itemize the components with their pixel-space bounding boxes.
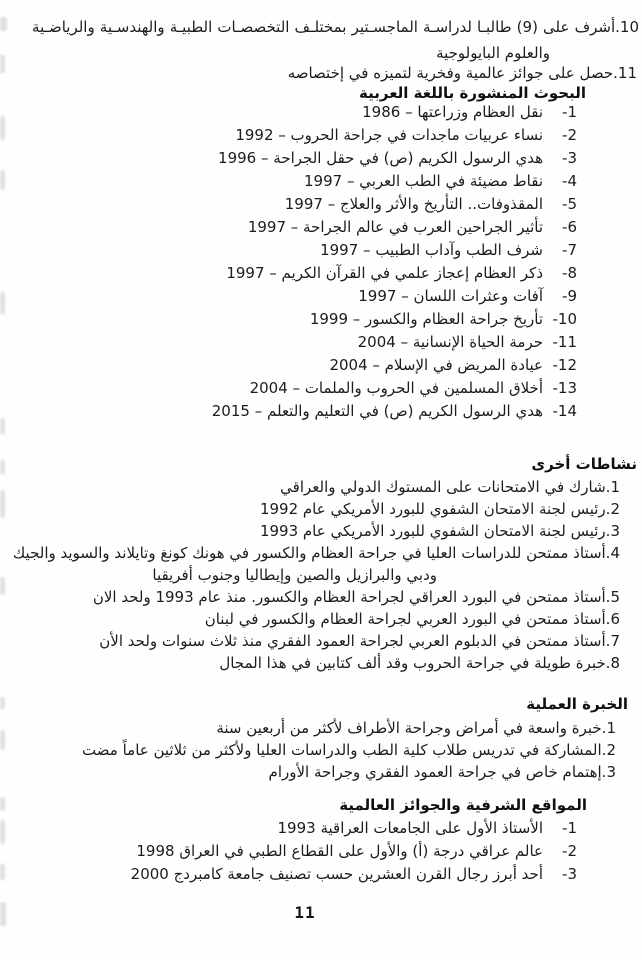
- scan-artifact: [0, 902, 6, 926]
- scan-artifact: [0, 170, 5, 190]
- activity-item: 2.رئيس لجنة الامتحان الشفوي للبورد الأمريكي عام 1992: [259, 500, 620, 518]
- item-text: هدي الرسول الكريم (ص) في التعليم والتعلم – 2015: [211, 402, 543, 420]
- publication-item: [310, 309, 577, 329]
- activity-item: 3.رئيس لجنة الامتحان الشفوي للبورد الأمريكي عام 1993: [259, 522, 620, 540]
- scan-artifact: [0, 797, 5, 811]
- item-number: 11-: [552, 333, 577, 351]
- activity-item: 7.أستاذ ممتحن في الدبلوم العربي لجراحة العمود الفقري منذ ثلاث سنوات ولحد الأن: [99, 632, 620, 650]
- item-number: 9-: [562, 287, 577, 305]
- scan-artifact: [0, 292, 5, 314]
- honor-item: [278, 818, 578, 838]
- item-text: عيادة المريض في الإسلام – 2004: [329, 356, 543, 374]
- publication-item: [329, 355, 577, 375]
- scan-artifact: [0, 577, 5, 595]
- item-number: 10-: [552, 310, 577, 328]
- publication-item: [285, 194, 577, 214]
- activity-item: 4.أستاذ ممتحن للدراسات العليا في جراحة العظام والكسور في هونك كونغ وتايلاند والسويد والجيك: [12, 544, 620, 562]
- item-text: الأستاذ الأول على الجامعات العراقية 1993: [277, 819, 543, 837]
- publication-item: [235, 125, 577, 145]
- item-number: 8-: [562, 264, 577, 282]
- item-text: شرف الطب وآداب الطبيب – 1997: [320, 241, 543, 259]
- activity-item: 6.أستاذ ممتحن في البورد العربي لجراحة العظام والكسور في لبنان: [204, 610, 620, 628]
- item-number: 12-: [552, 356, 577, 374]
- item-number: 6-: [562, 218, 577, 236]
- item-number: 5-: [562, 195, 577, 213]
- scan-artifact: [0, 730, 5, 750]
- publication-item: [358, 286, 577, 306]
- section-heading-activities: نشاطات أخرى: [531, 455, 637, 473]
- scan-artifact: [0, 116, 5, 140]
- publication-item: [248, 217, 577, 237]
- activity-item: 5.أستاذ ممتحن في البورد العراقي لجراحة العظام والكسور. منذ عام 1993 ولحد الان: [92, 588, 620, 606]
- paragraph-10-continuation: والعلوم البايولوجية: [436, 44, 550, 62]
- item-number: 2-: [562, 126, 577, 144]
- item-text: عالم عراقي درجة (أ) والأول على القطاع الطبي في العراق 1998: [136, 842, 543, 860]
- item-number: 2-: [562, 842, 577, 860]
- publication-item: [358, 332, 577, 352]
- item-number: 1-: [562, 103, 577, 121]
- scan-artifact: [0, 418, 5, 434]
- publication-item: [250, 378, 577, 398]
- item-number: 13-: [552, 379, 577, 397]
- publication-item: [362, 102, 577, 122]
- item-number: 1-: [562, 819, 577, 837]
- item-number: 14-: [552, 402, 577, 420]
- item-text: أخلاق المسلمين في الحروب والملمات – 2004: [249, 379, 543, 397]
- numbered-paragraph-10: 10.أشرف على (9) طالبـا لدراسـة الماجسـتير بمختلـف التخصصـات الطبيـة والهندسـية والرياضـية: [32, 18, 639, 36]
- experience-item: 1.خبرة واسعة في أمراض وجراحة الأطراف لأكثر من أربعين سنة: [216, 719, 616, 737]
- section-heading-honors: المواقع الشرفية والجوائز العالمية: [339, 796, 587, 814]
- item-number: 7-: [562, 241, 577, 259]
- publication-item: [226, 263, 577, 283]
- scan-artifact: [0, 697, 5, 709]
- publication-item: [304, 171, 577, 191]
- scan-artifact: [0, 17, 7, 31]
- item-text: هدي الرسول الكريم (ص) في حقل الجراحة – 1996: [218, 149, 543, 167]
- publication-item: [212, 401, 577, 421]
- item-text: أحد أبرز رجال القرن العشرين حسب تصنيف جامعة كامبردج 2000: [130, 865, 543, 883]
- item-text: نقل العظام وزراعتها – 1986: [362, 103, 543, 121]
- activity-item-continuation: ودبي والبرازيل والصين وإيطاليا وجنوب أفريقيا: [152, 566, 437, 584]
- item-text: المقذوفات.. التأريخ والأثر والعلاج – 1997: [284, 195, 543, 213]
- publication-item: [320, 240, 577, 260]
- numbered-paragraph-11: 11.حصل على جوائز عالمية وفخرية لتميزه في إختصاصه: [287, 64, 637, 82]
- item-text: تأريخ جراحة العظام والكسور – 1999: [309, 310, 543, 328]
- item-text: ذكر العظام إعجاز علمي في القرآن الكريم – 1997: [226, 264, 543, 282]
- scan-artifact: [0, 490, 5, 518]
- item-text: حرمة الحياة الإنسانية – 2004: [357, 333, 543, 351]
- activity-item: 1.شارك في الامتحانات على المستوك الدولي والعراقي: [280, 478, 620, 496]
- item-text: نساء عربيات ماجدات في جراحة الحروب – 1992: [235, 126, 543, 144]
- honor-item: [136, 841, 577, 861]
- section-heading-experience: الخبرة العملية: [526, 695, 628, 713]
- experience-item: 3.إهتمام خاص في جراحة العمود الفقري وجراحة الأورام: [268, 763, 616, 781]
- experience-item: 2.المشاركة في تدريس طلاب كلية الطب والدراسات العليا ولأكثر من ثلاثين عاماً مضت: [82, 741, 616, 759]
- item-text: نقاط مضيئة في الطب العربي – 1997: [303, 172, 543, 190]
- honor-item: [131, 864, 577, 884]
- section-heading-publications: البحوث المنشورة باللغة العربية: [359, 84, 586, 102]
- item-text: آفات وعثرات اللسان – 1997: [358, 287, 543, 305]
- page-number: 11: [294, 903, 316, 922]
- item-text: تأثير الجراحين العرب في عالم الجراحة – 1997: [247, 218, 543, 236]
- publication-item: [218, 148, 577, 168]
- item-number: 3-: [562, 149, 577, 167]
- scan-artifact: [0, 864, 5, 880]
- scan-artifact: [0, 460, 5, 474]
- scan-artifact: [0, 820, 5, 844]
- scan-artifact: [0, 55, 5, 73]
- item-number: 4-: [562, 172, 577, 190]
- activity-item: 8.خبرة طويلة في جراحة الحروب وقد ألف كتابين في هذا المجال: [219, 654, 620, 672]
- item-number: 3-: [562, 865, 577, 883]
